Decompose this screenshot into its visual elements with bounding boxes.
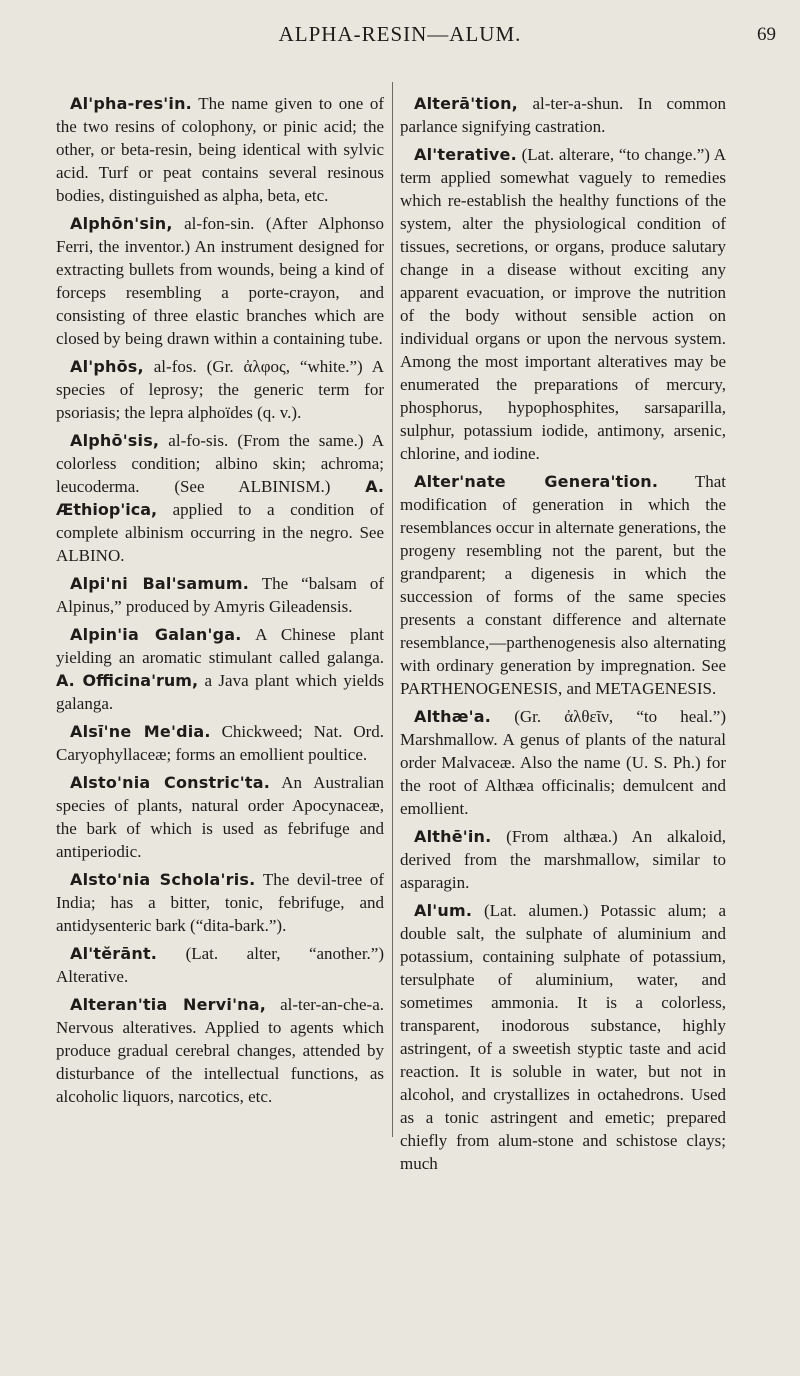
dictionary-entry [56,623,384,715]
dictionary-entry [400,92,726,138]
dictionary-entry [400,143,726,465]
entry-sub-headword: A. Æthiop'ica, [56,477,384,519]
dictionary-entry [56,429,384,567]
dictionary-entry [56,92,384,207]
entry-definition: The devil-tree of India; has a bitter, tonic, febrifuge, and antidysenteric bark (“dita-bark.”). [56,870,384,935]
entry-sub-definition: a Java plant which yields galanga. [56,671,385,713]
dictionary-entry [400,899,726,1175]
entry-headword: Alsī'ne Me'dia. [70,722,211,741]
entry-headword: Alteran'tia Nervi'na, [70,995,267,1014]
dictionary-entry [400,705,726,820]
entry-headword: Al'pha-res'in. [70,94,192,113]
page-number: 69 [757,24,776,45]
entry-headword: Alsto'nia Schola'ris. [70,870,256,889]
entry-definition: (Lat. alter, “another.”) Alterative. [56,944,384,986]
entry-headword: Alter'nate Genera'tion. [414,472,659,491]
dictionary-entry [400,470,726,700]
entry-definition: al-ter-a-shun. In common parlance signifying castration. [400,94,726,136]
column-divider [392,82,393,1137]
dictionary-entry [400,825,726,894]
dictionary-entry [56,942,384,988]
entry-headword: Alphō'sis, [70,431,160,450]
entry-definition: (Gr. ἀλθεῖν, “to heal.”) Marshmallow. A genus of plants of the natural order Malvaceæ. Also the name (U. S. Ph.) for the root of Althæa officinalis; demulcent and emollient. [400,707,726,818]
entry-definition: The “balsam of Alpinus,” produced by Amyris Gileadensis. [56,574,384,616]
entry-definition: al-fos. (Gr. ἀλφος, “white.”) A species of leprosy; the generic term for psoriasis; the lepra alphoïdes (q. v.). [56,357,384,422]
entry-headword: Althæ'a. [414,707,492,726]
entry-definition: (Lat. alterare, “to change.”) A term applied somewhat vaguely to remedies which re-establish the healthy functions of the system, alter the physiological condition of tissues, secretions, or organs, produce salutary change in a disease without exciting any apparent evacuation, or improve the nutrition of the body without sensible action on individual organs or upon the nervous system. Among the most important alteratives may be enumerated the preparations of mercury, phosphorus, hypophosphites, sarsaparilla, sulphur, potassium iodide, antimony, arsenic, chlorine, and iodine. [400,145,726,463]
entry-headword: Al'um. [414,901,473,920]
left-column [56,92,384,1113]
entry-definition: (Lat. alumen.) Potassic alum; a double salt, the sulphate of aluminium and potassium, containing sulphate of potassium, tersulphate of aluminium, water, and sometimes ammonia. It is a colorless, transparent, inodorous substance, highly astringent, of a sweetish styptic taste and acid reaction. It is soluble in water, but not in alcohol, and crystallizes in octahedrons. Used as a tonic astringent and emetic; prepared chiefly from alum-stone and schistose clays; much [400,901,727,1173]
dictionary-entry [56,771,384,863]
dictionary-entry [56,868,384,937]
entry-definition: A Chinese plant yielding an aromatic stimulant called galanga. [56,625,385,667]
entry-definition: al-ter-an-che-a. Nervous alteratives. Applied to agents which produce gradual cerebral changes, attended by disturbance of the intellectual functions, as alcoholic liquors, narcotics, etc. [56,995,384,1106]
entry-headword: Alpi'ni Bal'samum. [70,574,250,593]
entry-headword: Al'tĕrānt. [70,944,158,963]
entry-headword: Alsto'nia Constric'ta. [70,773,271,792]
entry-definition: The name given to one of the two resins of colophony, or pinic acid; the other, or beta-resin, being identical with sylvic acid. Turf or peat contains several resinous bodies, distinguished as alpha, beta, etc. [56,94,384,205]
entry-definition: (From althæa.) An alkaloid, derived from the marshmallow, similar to asparagin. [400,827,726,892]
entry-headword: Alterā'tion, [414,94,518,113]
entry-definition: al-fon-sin. (After Alphonso Ferri, the inventor.) An instrument designed for extracting bullets from wounds, being a kind of forceps resembling a porte-crayon, and consisting of three elastic branches which are closed by being drawn within a containing tube. [56,214,384,348]
dictionary-entry [56,720,384,766]
entry-definition: Chickweed; Nat. Ord. Caryophyllaceæ; forms an emollient poultice. [56,722,385,764]
entry-sub-headword: A. Officina'rum, [56,671,199,690]
entry-definition: That modification of generation in which the resemblances occur in alternate generations, the progeny resembling not the parent, but the grandparent; a digenesis in which the succession of forms of the same species presents a constant difference and alternate resemblance,—parthenogenesis also alternating with ordinary generation by impregnation. See PARTHENOGENESIS, and METAGENESIS. [400,472,726,698]
page-header [0,16,800,56]
entry-headword: Al'terative. [414,145,517,164]
entry-headword: Alphōn'sin, [70,214,173,233]
dictionary-entry [56,212,384,350]
entry-headword: Alpin'ia Galan'ga. [70,625,242,644]
dictionary-entry [56,993,384,1108]
dictionary-entry [56,355,384,424]
entry-sub-definition: applied to a condition of complete albinism occurring in the negro. See ALBINO. [56,500,384,565]
entry-headword: Althē'in. [414,827,492,846]
right-column [400,92,726,1180]
running-head: ALPHA-RESIN—ALUM. [278,22,522,46]
entry-definition: An Australian species of plants, natural order Apocynaceæ, the bark of which is used as febrifuge and antiperiodic. [56,773,384,861]
dictionary-entry [56,572,384,618]
entry-headword: Al'phōs, [70,357,144,376]
entry-definition: al-fo-sis. (From the same.) A colorless condition; albino skin; achroma; leucoderma. (See ALBINISM.) [56,431,385,496]
